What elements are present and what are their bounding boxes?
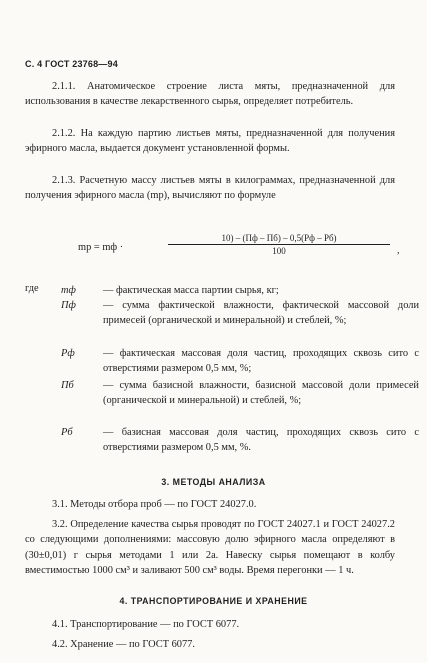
definition-symbol: Пб: [61, 380, 74, 391]
paragraph-4-2: 4.2. Хранение — по ГОСТ 6077.: [52, 639, 195, 650]
page-header: С. 4 ГОСТ 23768—94: [25, 59, 118, 69]
section-title-analysis: 3. МЕТОДЫ АНАЛИЗА: [161, 477, 266, 487]
definition-symbol: Пф: [61, 300, 76, 311]
formula-fraction: [168, 233, 390, 256]
paragraph-2-1-2: 2.1.2. На каждую партию листьев мяты, предназначенной для получения эфирного масла, выдается документ установленной формы.: [25, 128, 395, 155]
section-title-transport: 4. ТРАНСПОРТИРОВАНИЕ И ХРАНЕНИЕ: [119, 596, 308, 606]
paragraph-3-2: 3.2. Определение качества сырья проводят по ГОСТ 24027.1 и ГОСТ 24027.2 со следующими дополнениями: массовую долю эфирного масла определяют в (30±0,01) г сырья методами 1 или 2а. Навеску сырья помещают в колбу вместимостью 1000 см³ и заливают 500 см³ воды. Время перегонки — 1 ч.: [25, 519, 395, 577]
definition-text: — сумма фактической влажности, фактической массовой доли примесей (органической и минеральной) и стеблей, %;: [103, 300, 419, 327]
definition-symbol: Рб: [61, 427, 73, 438]
formula-lhs: mр = mф ·: [78, 242, 124, 253]
definition-symbol: mф: [61, 285, 76, 296]
formula-numerator: 10) – (Пф – Пб) – 0,5(Рф – Рб): [168, 233, 390, 245]
definition-text: — фактическая массовая доля частиц, проходящих сквозь сито с отверстиями размером 0,5 мм, %;: [103, 348, 419, 375]
definition-text: — сумма базисной влажности, базисной массовой доли примесей (органической и минеральной) и стеблей, %;: [103, 380, 419, 407]
definition-text: — фактическая масса партии сырья, кг;: [103, 285, 279, 296]
paragraph-4-1: 4.1. Транспортирование — по ГОСТ 6077.: [52, 619, 240, 630]
paragraph-2-1-1: 2.1.1. Анатомическое строение листа мяты, предназначенной для использования в качестве лекарственного сырья, определяет потребитель.: [25, 81, 395, 108]
formula-denominator: 100: [272, 246, 286, 256]
where-label: где: [25, 283, 39, 294]
paragraph-3-1: 3.1. Методы отбора проб — по ГОСТ 24027.0.: [52, 499, 257, 510]
definition-symbol: Рф: [61, 348, 75, 359]
paragraph-2-1-3: 2.1.3. Расчетную массу листьев мяты в килограммах, предназначенной для получения эфирного масла (mр), вычисляют по формуле: [25, 175, 395, 202]
formula-comma: ,: [397, 245, 400, 256]
definition-text: — базисная массовая доля частиц, проходящих сквозь сито с отверстиями размером 0,5 мм, %.: [103, 427, 419, 454]
